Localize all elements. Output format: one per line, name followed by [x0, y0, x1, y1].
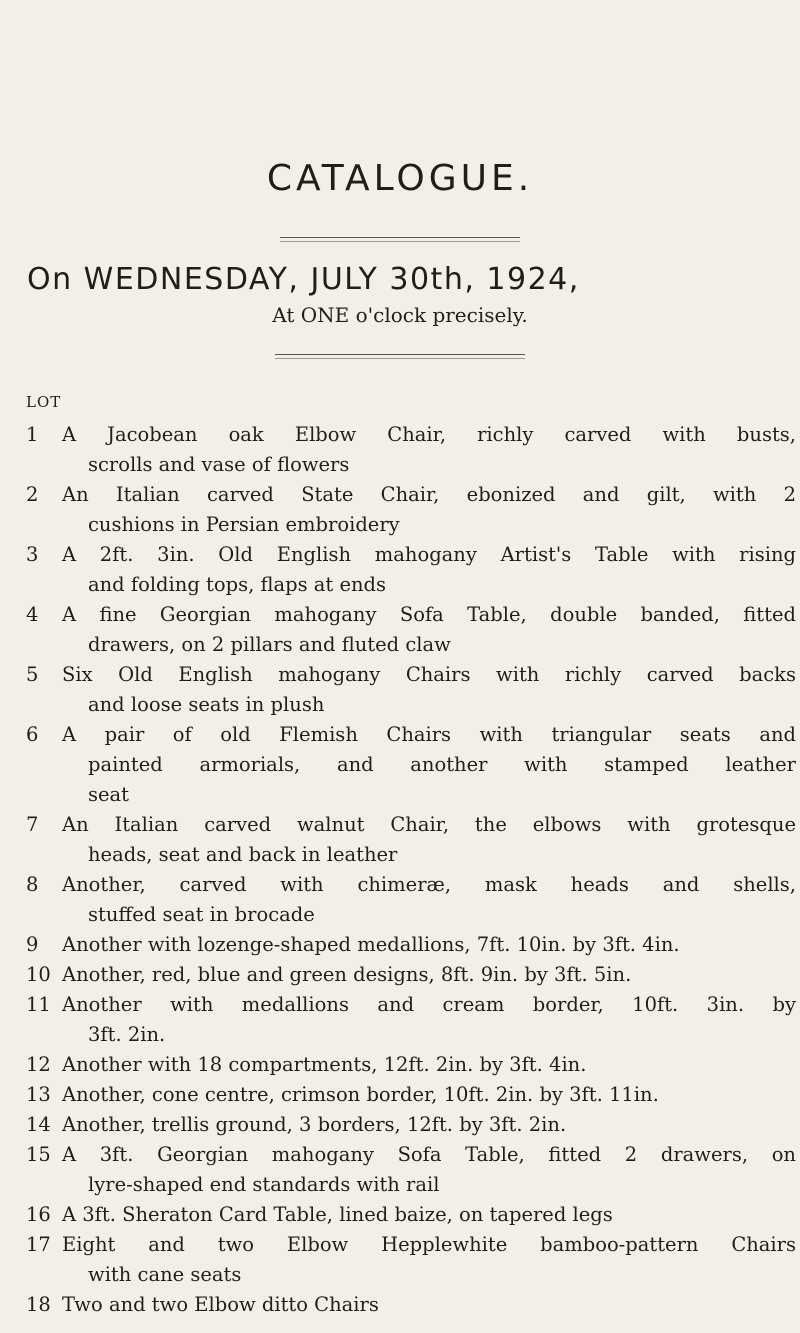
catalogue-title: CATALOGUE. [266, 158, 534, 199]
lot-description [62, 1230, 796, 1290]
date-rule [275, 354, 525, 355]
lot-description-line: A 3ft. Georgian mahogany Sofa Table, fitted 2 drawers, on [62, 1143, 796, 1166]
lot-description-line: Another with 18 compartments, 12ft. 2in. by 3ft. 4in. [62, 1053, 587, 1076]
lot-description [62, 480, 796, 540]
lot-description-line: Another with medallions and cream border, 10ft. 3in. by [62, 993, 796, 1016]
lot-column-header: LOT [26, 393, 62, 411]
lot-description [62, 1290, 796, 1320]
lot-entry [26, 480, 796, 540]
lot-description-line: seat [88, 783, 130, 806]
lot-list [26, 420, 796, 1320]
lot-description [62, 540, 796, 600]
lot-number: 17 [26, 1233, 51, 1256]
lot-description-line: Eight and two Elbow Hepplewhite bamboo-pattern Chairs [62, 1233, 796, 1256]
lot-description [62, 960, 796, 990]
lot-description-line: scrolls and vase of flowers [88, 453, 350, 476]
lot-number: 6 [26, 723, 39, 746]
lot-entry [26, 810, 796, 870]
lot-description-line: Another, trellis ground, 3 borders, 12ft. by 3ft. 2in. [62, 1113, 567, 1136]
lot-description-line: cushions in Persian embroidery [88, 513, 400, 536]
lot-description [62, 660, 796, 720]
lot-description-line: A 2ft. 3in. Old English mahogany Artist's Table with rising [62, 543, 796, 566]
lot-description-line: 3ft. 2in. [88, 1023, 166, 1046]
lot-description-line: Another with lozenge-shaped medallions, 7ft. 10in. by 3ft. 4in. [62, 933, 680, 956]
title-rule [280, 237, 520, 238]
lot-number: 9 [26, 933, 39, 956]
lot-number: 13 [26, 1083, 51, 1106]
lot-description-line: An Italian carved walnut Chair, the elbows with grotesque [62, 813, 796, 836]
lot-description-line: Another, cone centre, crimson border, 10ft. 2in. by 3ft. 11in. [62, 1083, 659, 1106]
lot-description-line: Two and two Elbow ditto Chairs [62, 1293, 379, 1316]
lot-entry [26, 1200, 796, 1230]
lot-description-line: and loose seats in plush [88, 693, 325, 716]
lot-description [62, 870, 796, 930]
lot-description [62, 990, 796, 1050]
lot-description [62, 1080, 796, 1110]
lot-description [62, 810, 796, 870]
sale-time: At ONE o'clock precisely. [272, 303, 528, 327]
lot-entry [26, 1140, 796, 1200]
lot-description [62, 1140, 796, 1200]
sale-date: On WEDNESDAY, JULY 30th, 1924, [27, 262, 580, 297]
lot-description-line: A fine Georgian mahogany Sofa Table, double banded, fitted [62, 603, 796, 626]
lot-number: 12 [26, 1053, 51, 1076]
lot-description-line: A pair of old Flemish Chairs with triangular seats and [62, 723, 796, 746]
lot-description-line: lyre-shaped end standards with rail [88, 1173, 440, 1196]
lot-number: 14 [26, 1113, 51, 1136]
lot-number: 11 [26, 993, 51, 1016]
lot-entry [26, 1230, 796, 1290]
lot-entry [26, 720, 796, 810]
lot-description [62, 420, 796, 480]
lot-entry [26, 1080, 796, 1110]
lot-entry [26, 540, 796, 600]
lot-entry [26, 960, 796, 990]
lot-description-line: A Jacobean oak Elbow Chair, richly carved with busts, [62, 423, 796, 446]
lot-entry [26, 660, 796, 720]
lot-number: 4 [26, 603, 39, 626]
lot-description [62, 1110, 796, 1140]
lot-description-line: Another, carved with chimeræ, mask heads and shells, [62, 873, 796, 896]
lot-description-line: heads, seat and back in leather [88, 843, 398, 866]
lot-description-line: stuffed seat in brocade [88, 903, 315, 926]
lot-entry [26, 1110, 796, 1140]
lot-description [62, 1200, 796, 1230]
lot-entry [26, 990, 796, 1050]
lot-number: 10 [26, 963, 51, 986]
lot-description-line: with cane seats [88, 1263, 242, 1286]
lot-entry [26, 930, 796, 960]
lot-description-line: A 3ft. Sheraton Card Table, lined baize, on tapered legs [62, 1203, 613, 1226]
lot-number: 15 [26, 1143, 51, 1166]
lot-number: 5 [26, 663, 39, 686]
lot-number: 2 [26, 483, 39, 506]
lot-description-line: painted armorials, and another with stamped leather [88, 753, 796, 776]
lot-entry [26, 420, 796, 480]
lot-number: 18 [26, 1293, 51, 1316]
lot-description-line: Another, red, blue and green designs, 8ft. 9in. by 3ft. 5in. [62, 963, 632, 986]
lot-description [62, 930, 796, 960]
lot-entry [26, 1050, 796, 1080]
lot-description [62, 600, 796, 660]
lot-entry [26, 1290, 796, 1320]
lot-number: 3 [26, 543, 39, 566]
lot-entry [26, 600, 796, 660]
lot-description-line: and folding tops, flaps at ends [88, 573, 387, 596]
lot-number: 1 [26, 423, 39, 446]
lot-description [62, 720, 796, 810]
lot-description [62, 1050, 796, 1080]
lot-entry [26, 870, 796, 930]
lot-number: 7 [26, 813, 39, 836]
title-rule-secondary [280, 241, 520, 242]
lot-description-line: drawers, on 2 pillars and fluted claw [88, 633, 451, 656]
date-rule-secondary [275, 358, 525, 359]
lot-number: 16 [26, 1203, 51, 1226]
lot-description-line: An Italian carved State Chair, ebonized and gilt, with 2 [62, 483, 796, 506]
lot-description-line: Six Old English mahogany Chairs with richly carved backs [62, 663, 796, 686]
lot-number: 8 [26, 873, 39, 896]
